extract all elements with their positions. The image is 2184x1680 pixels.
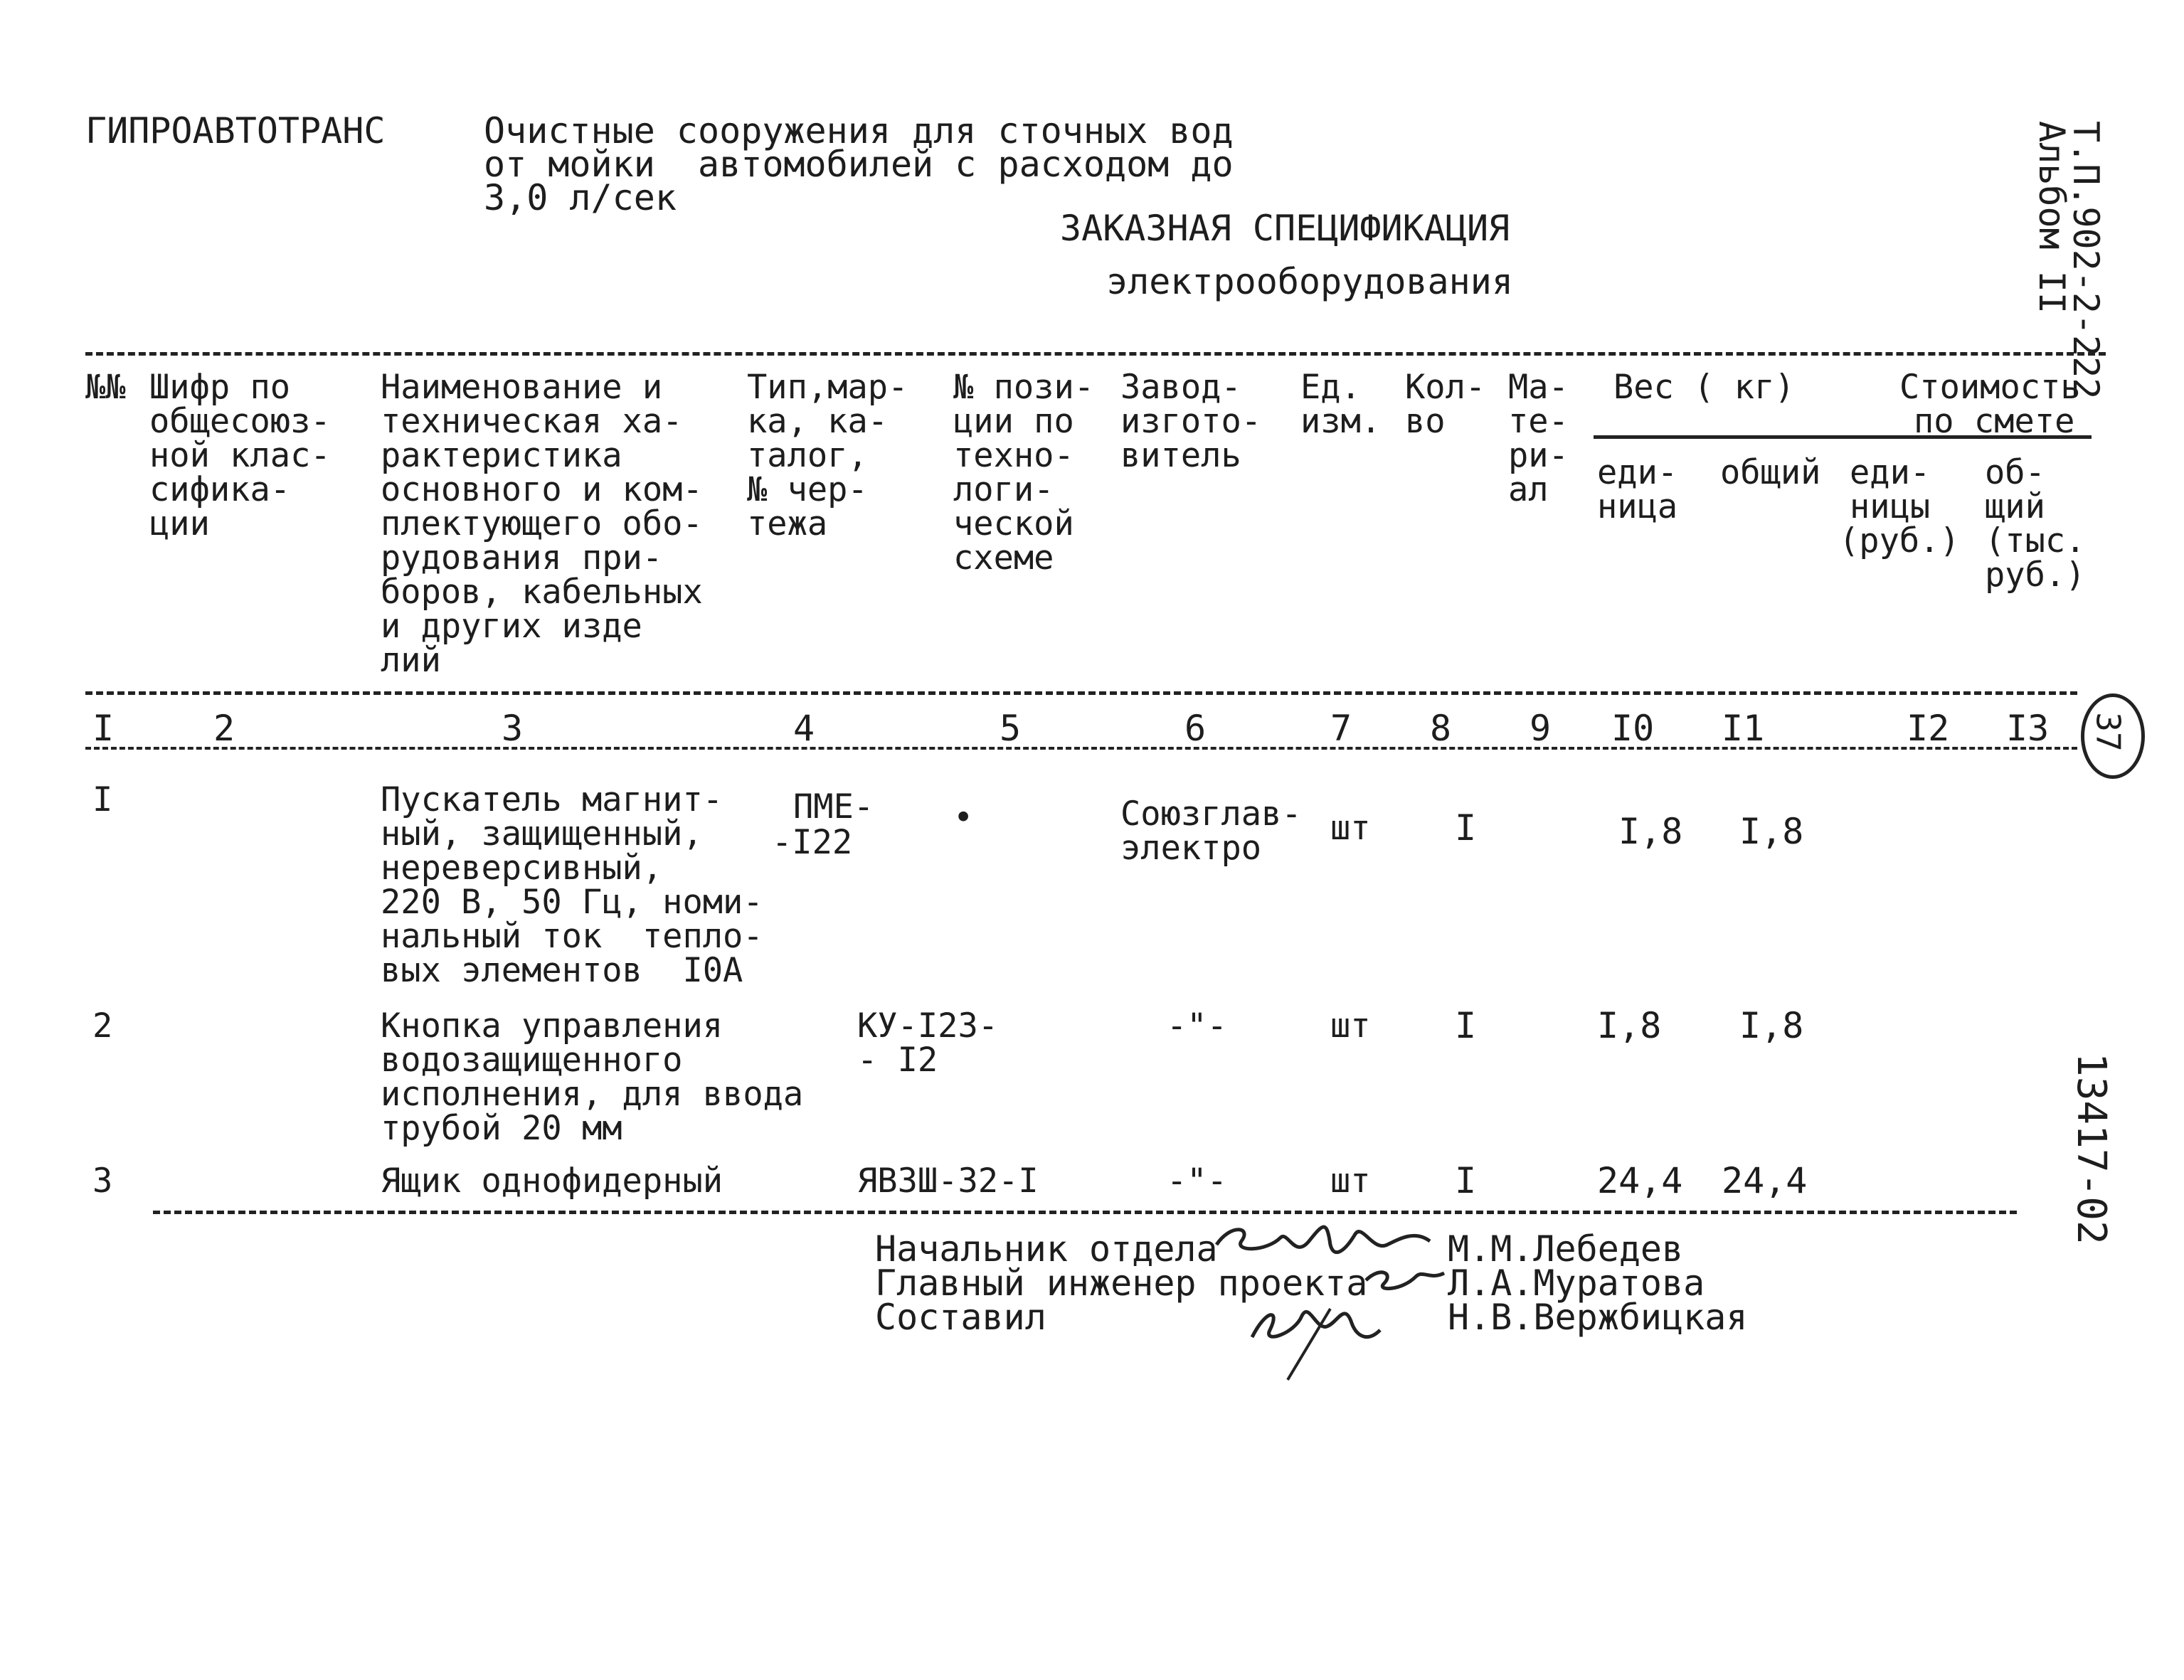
header-col-2-line: сифика- — [149, 470, 291, 509]
row-unit: шт — [1330, 1161, 1371, 1201]
header-col-5-line: ческой — [953, 504, 1074, 543]
row-unit: шт — [1330, 1006, 1371, 1046]
header-col-1: №№ — [85, 368, 126, 407]
column-number: 8 — [1430, 708, 1452, 749]
header-weight-unit-line: ница — [1597, 487, 1678, 526]
row-type-line: -I22 — [772, 823, 853, 862]
signature-name: М.М.Лебедев — [1448, 1228, 1684, 1270]
spec-subtitle: электрооборудования — [1106, 261, 1513, 302]
header-col-9-line: ал — [1508, 470, 1549, 509]
signature-role: Главный инженер проекта — [875, 1262, 1368, 1304]
organization-name: ГИПРОАВТОТРАНС — [85, 110, 386, 151]
project-title-line-2: от мойки автомобилей с расходом до — [484, 144, 1234, 185]
column-number: 3 — [502, 708, 524, 749]
header-col-5-line: схеме — [953, 538, 1054, 578]
row-name-line: исполнения, для ввода — [381, 1075, 804, 1114]
header-col-3-line: лий — [381, 641, 441, 680]
header-col-3-line: и других изде — [381, 607, 642, 646]
header-col-3-line: рактеристика — [381, 436, 622, 475]
header-cost-total-line: руб.) — [1985, 555, 2086, 595]
row-quantity: I — [1455, 1160, 1477, 1201]
header-col-5-line: логи- — [953, 470, 1054, 509]
row-maker-line: электро — [1120, 829, 1262, 868]
header-col-3-line: техническая ха- — [381, 402, 683, 441]
header-col-4-line: ка, ка- — [747, 402, 889, 441]
header-cost-total-line: (тыс. — [1985, 521, 2086, 560]
row-type-line: ПМЕ- — [793, 787, 874, 826]
header-col-4-line: Тип,мар- — [747, 368, 908, 407]
header-col-2-line: Шифр по — [149, 368, 291, 407]
row-number: 3 — [92, 1161, 113, 1201]
row-name-line: водозащищенного — [381, 1041, 683, 1080]
row-name-line: нальный ток тепло- — [381, 917, 763, 956]
column-number: 2 — [213, 708, 235, 749]
column-number: I — [92, 708, 115, 749]
row-weight-total: 24,4 — [1722, 1160, 1808, 1201]
header-col-7-line: изм. — [1300, 402, 1382, 441]
header-col-9-line: те- — [1508, 402, 1569, 441]
header-cost-unit-line: (руб.) — [1839, 521, 1960, 560]
header-col-4-line: тежа — [747, 504, 828, 543]
header-col-6-line: изгото- — [1120, 402, 1262, 441]
header-cost-unit-line: ницы — [1850, 487, 1931, 526]
header-col-5-line: техно- — [953, 436, 1074, 475]
table-bottom-rule — [153, 1211, 2017, 1214]
sheet-number-stamp — [2081, 693, 2145, 779]
row-name-line: 220 В, 50 Гц, номи- — [381, 883, 763, 922]
row-name-line: нереверсивный, — [381, 849, 663, 888]
header-weight-total: общий — [1720, 453, 1821, 492]
header-weight-unit-line: еди- — [1597, 453, 1678, 492]
row-type-line: КУ-I23- — [857, 1006, 999, 1046]
header-cost-total-line: об- — [1985, 453, 2045, 492]
column-number: I1 — [1722, 708, 1765, 749]
header-col-5-line: ции по — [953, 402, 1074, 441]
header-col-9-line: ри- — [1508, 436, 1569, 475]
column-number: I2 — [1907, 708, 1950, 749]
header-col-7-line: Ед. — [1300, 368, 1361, 407]
row-weight-total: I,8 — [1739, 811, 1804, 852]
row-name-line: ный, защищенный, — [381, 814, 703, 854]
row-name-line: трубой 20 мм — [381, 1109, 622, 1148]
inventory-number: 13417-02 — [2068, 1053, 2114, 1245]
header-col-2-line: ции — [149, 504, 210, 543]
row-position: • — [953, 798, 974, 837]
header-col-4-line: талог, — [747, 436, 868, 475]
row-name-line: Пускатель магнит- — [381, 780, 723, 819]
row-weight-total: I,8 — [1739, 1005, 1804, 1046]
row-maker-line: -"- — [1167, 1006, 1227, 1046]
row-name-line: Ящик однофидерный — [381, 1161, 723, 1201]
header-col-4-line: № чер- — [747, 470, 868, 509]
album-number: Альбом II — [2031, 121, 2072, 314]
table-top-rule — [85, 352, 2106, 356]
header-col-2-line: общесоюз- — [149, 402, 331, 441]
header-col-3-line: боров, кабельных — [381, 573, 703, 612]
spec-title: ЗАКАЗНАЯ СПЕЦИФИКАЦИЯ — [1060, 208, 1510, 249]
sheet-number: 37 — [2089, 712, 2128, 752]
header-col-6-line: Завод- — [1120, 368, 1241, 407]
header-col-3-line: основного и ком- — [381, 470, 703, 509]
header-weight: Вес ( кг) — [1613, 368, 1795, 407]
column-number: 9 — [1530, 708, 1552, 749]
row-number: 2 — [92, 1006, 113, 1046]
row-type-line: ЯВЗШ-32-I — [857, 1161, 1039, 1201]
header-cost-line: по смете — [1914, 402, 2075, 441]
column-number: 5 — [1000, 708, 1022, 749]
handwritten-signature-icon — [1202, 1202, 1473, 1387]
header-col-3-line: Наименование и — [381, 368, 663, 407]
row-type-line: - I2 — [857, 1041, 938, 1080]
header-col-9-line: Ма- — [1508, 368, 1569, 407]
column-number: 6 — [1184, 708, 1207, 749]
project-title-line-3: 3,0 л/сек — [484, 177, 677, 218]
project-title-line-1: Очистные сооружения для сточных вод — [484, 110, 1234, 151]
row-quantity: I — [1455, 1005, 1477, 1046]
signature-name: Л.А.Муратова — [1448, 1262, 1705, 1304]
header-col-8-line: Кол- — [1405, 368, 1486, 407]
header-col-8-line: во — [1405, 402, 1446, 441]
column-number: 4 — [793, 708, 815, 749]
header-bottom-rule — [85, 691, 2077, 695]
signature-role: Составил — [875, 1297, 1046, 1338]
column-number: I3 — [2006, 708, 2050, 749]
row-name-line: вых элементов I0А — [381, 951, 743, 990]
album-code: Т.П.902-2-222 — [2065, 121, 2106, 400]
row-quantity: I — [1455, 807, 1477, 849]
header-cost-total-line: щий — [1985, 487, 2045, 526]
column-number: 7 — [1330, 708, 1352, 749]
header-col-5-line: № пози- — [953, 368, 1095, 407]
row-number: I — [92, 780, 113, 819]
row-name-line: Кнопка управления — [381, 1006, 723, 1046]
header-cost-line: Стоимость — [1899, 368, 2081, 407]
header-col-2-line: ной клас- — [149, 436, 331, 475]
header-col-6-line: витель — [1120, 436, 1241, 475]
column-number: I0 — [1611, 708, 1655, 749]
row-unit: шт — [1330, 809, 1371, 848]
row-weight-unit: 24,4 — [1597, 1160, 1683, 1201]
header-col-3-line: рудования при- — [381, 538, 663, 578]
signature-name: Н.В.Вержбицкая — [1448, 1297, 1748, 1338]
row-maker-line: Союзглав- — [1120, 794, 1302, 834]
signature-role: Начальник отдела — [875, 1228, 1218, 1270]
row-maker-line: -"- — [1167, 1161, 1227, 1201]
row-weight-unit: I,8 — [1597, 1005, 1662, 1046]
column-numbers-underline — [85, 747, 2077, 750]
row-weight-unit: I,8 — [1618, 811, 1683, 852]
header-col-3-line: плектующего обо- — [381, 504, 703, 543]
header-cost-unit-line: еди- — [1850, 453, 1931, 492]
